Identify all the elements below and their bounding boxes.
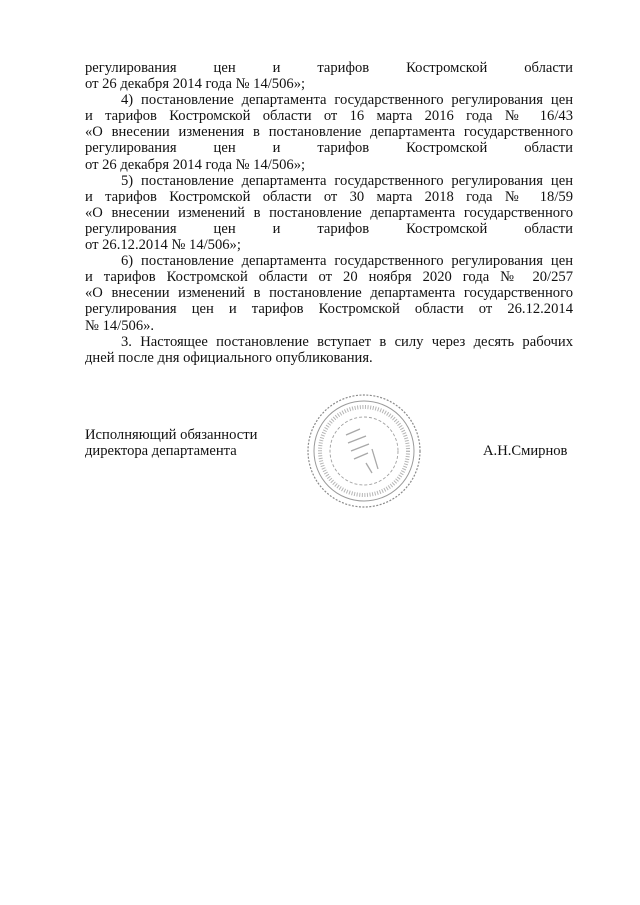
signatory-name <box>483 443 567 459</box>
body-line: регулирования цен и тарифов Костромской области от 26.12.2014 <box>85 301 573 318</box>
body-line: от 26 декабря 2014 года № 14/506»; <box>85 156 306 173</box>
body-line: регулирования цен и тарифов Костромской области <box>85 220 573 237</box>
body-line: регулирования цен и тарифов Костромской области <box>85 140 573 157</box>
signature-position <box>85 427 257 459</box>
position-line-2: директора департамента <box>85 443 237 460</box>
body-line: 4) постановление департамента государственного регулирования цен <box>121 92 573 109</box>
body-line: регулирования цен и тарифов Костромской области <box>85 60 573 76</box>
body-line: от 26 декабря 2014 года № 14/506»; <box>85 76 306 93</box>
body-line: 5) постановление департамента государственного регулирования цен <box>121 172 573 189</box>
body-line: дней после дня официального опубликования. <box>85 349 373 366</box>
body-line: и тарифов Костромской области от 16 марта 2016 года № 16/43 <box>85 108 573 125</box>
body-line: от 26.12.2014 № 14/506»; <box>85 237 241 254</box>
body-line: «О внесении изменения в постановление департамента государственного <box>85 124 573 141</box>
body-line: и тарифов Костромской области от 20 ноября 2020 года № 20/257 <box>85 269 573 286</box>
document-body <box>85 60 573 366</box>
position-line-1: Исполняющий обязанности <box>85 427 258 443</box>
official-seal <box>306 393 422 509</box>
body-line: и тарифов Костромской области от 30 марта 2018 года № 18/59 <box>85 188 573 205</box>
body-line: «О внесении изменений в постановление департамента государственного <box>85 285 573 302</box>
signatory-name-text: А.Н.Смирнов <box>483 443 568 459</box>
body-line: 3. Настоящее постановление вступает в силу через десять рабочих <box>121 333 573 350</box>
body-line: 6) постановление департамента государственного регулирования цен <box>121 253 573 270</box>
body-line: «О внесении изменений в постановление департамента государственного <box>85 204 573 221</box>
body-line: № 14/506». <box>85 317 155 334</box>
